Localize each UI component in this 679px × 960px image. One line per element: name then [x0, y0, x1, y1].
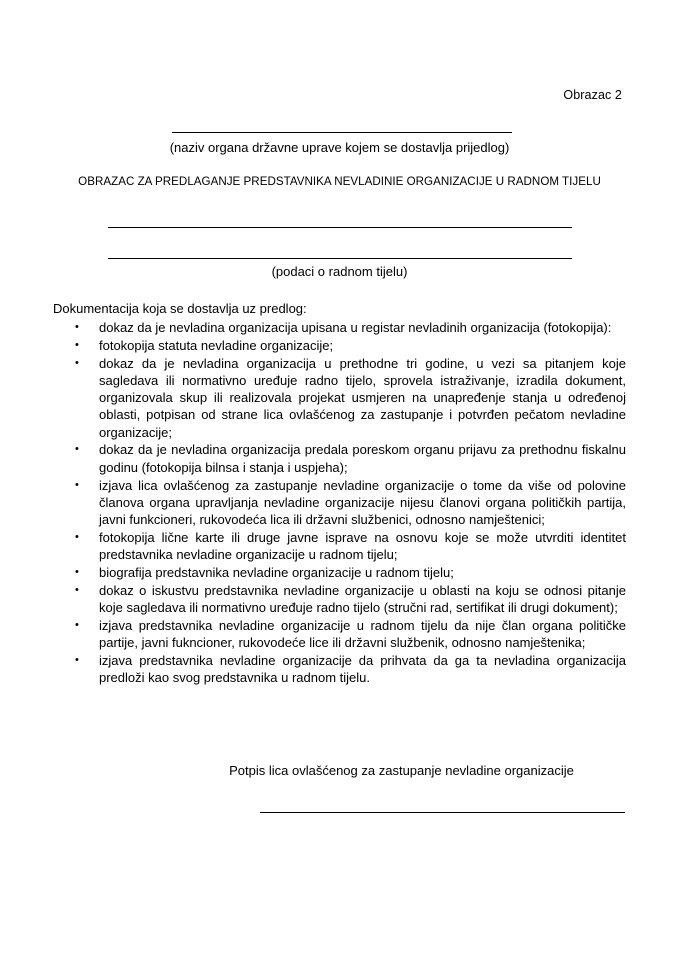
list-item: [53, 529, 626, 564]
bullet-icon: •: [75, 618, 79, 631]
list-item-text: dokaz o iskustvu predstavnika nevladine organizacije u oblasti na koju se odnosi pitanje koje sagledava ili normativno uređuje radno tijelo (stručni rad, sertifikat ili drugi dokument);: [99, 582, 626, 615]
signature-label: Potpis lica ovlašćenog za zastupanje nevladine organizacije: [229, 763, 574, 778]
bullet-icon: •: [75, 478, 79, 491]
bullet-icon: •: [75, 565, 79, 578]
list-item: [53, 477, 626, 529]
list-item: [53, 582, 626, 617]
bullet-icon: •: [75, 338, 79, 351]
list-item-text: dokaz da je nevladina organizacija u prethodne tri godine, u vezi sa pitanjem koje sagledava ili normativno uređuje radno tijelo, sprovela istraživanje, izradila dokument, organizovala skup ili realizovala projekat usmjeren na unapređenje stanja u određenoj oblasti, potpisan od strane lica ovlašćenog za zastupanje i potvrđen pečatom nevladine organizacije;: [99, 355, 626, 440]
bullet-icon: •: [75, 583, 79, 596]
working-body-fill-in-line-1: [108, 227, 572, 228]
list-item: [53, 355, 626, 441]
list-item-text: izjava predstavnika nevladine organizacije u radnom tijelu da nije član organa političke partije, javni fukncioner, rukovodeće lice ili državni službenik, odnosno namještenika;: [99, 617, 626, 651]
signature-label-row: [0, 763, 679, 778]
list-item-text: biografija predstavnika nevladine organizacije u radnom tijelu;: [99, 564, 454, 580]
bullet-icon: •: [75, 356, 79, 369]
authority-fill-in-line: [172, 132, 512, 133]
list-item-text: fotokopija lične karte ili druge javne isprave na osnovu koje se može utvrditi identitet predstavnika nevladine organizacije u radnom tijelu;: [99, 529, 626, 563]
bullet-icon: •: [75, 653, 79, 666]
list-item: [53, 319, 626, 336]
documentation-intro-text: Dokumentacija koja se dostavlja uz predlog:: [53, 301, 307, 316]
signature-fill-in-line: [260, 812, 625, 813]
list-item-text: fotokopija statuta nevladine organizacije;: [99, 337, 334, 353]
bullet-icon: •: [75, 443, 79, 456]
list-item-text: izjava predstavnika nevladine organizacije da prihvata da ga ta nevladina organizacija predloži kao svog predstavnika u radnom tijelu.: [99, 652, 626, 686]
form-code-label: Obrazac 2: [563, 88, 622, 102]
list-item: [53, 337, 626, 354]
list-item-text: izjava lica ovlašćenog za zastupanje nevladine organizacije o tome da više od polovine članova organa upravljanja nevladine organizacije nijesu članovi organa političkih partija, javni funkcioneri, rukovodeća lica ili državni službenici, odnosno namještenici;: [99, 477, 626, 528]
authority-caption: (naziv organa državne uprave kojem se dostavlja prijedlog): [169, 140, 510, 155]
list-item: [53, 441, 626, 476]
working-body-fill-in-line-2: [108, 258, 572, 259]
working-body-caption: (podaci o radnom tijelu): [271, 264, 408, 279]
list-item: [53, 617, 626, 652]
list-item: [53, 652, 626, 687]
bullet-icon: •: [75, 321, 79, 333]
list-item-text: dokaz da je nevladina organizacija upisana u registar nevladinih organizacija (fotokopija):: [99, 320, 612, 335]
page-title: OBRAZAC ZA PREDLAGANJE PREDSTAVNIKA NEVLADINIE ORGANIZACIJE U RADNOM TIJELU: [78, 175, 601, 188]
bullet-icon: •: [75, 530, 79, 543]
documentation-list: [53, 319, 626, 686]
list-item-text: dokaz da je nevladina organizacija predala poreskom organu prijavu za prethodnu fiskalnu godinu (fotokopija bilnsa i stanja i uspjeha);: [99, 442, 626, 475]
list-item: [53, 564, 626, 581]
